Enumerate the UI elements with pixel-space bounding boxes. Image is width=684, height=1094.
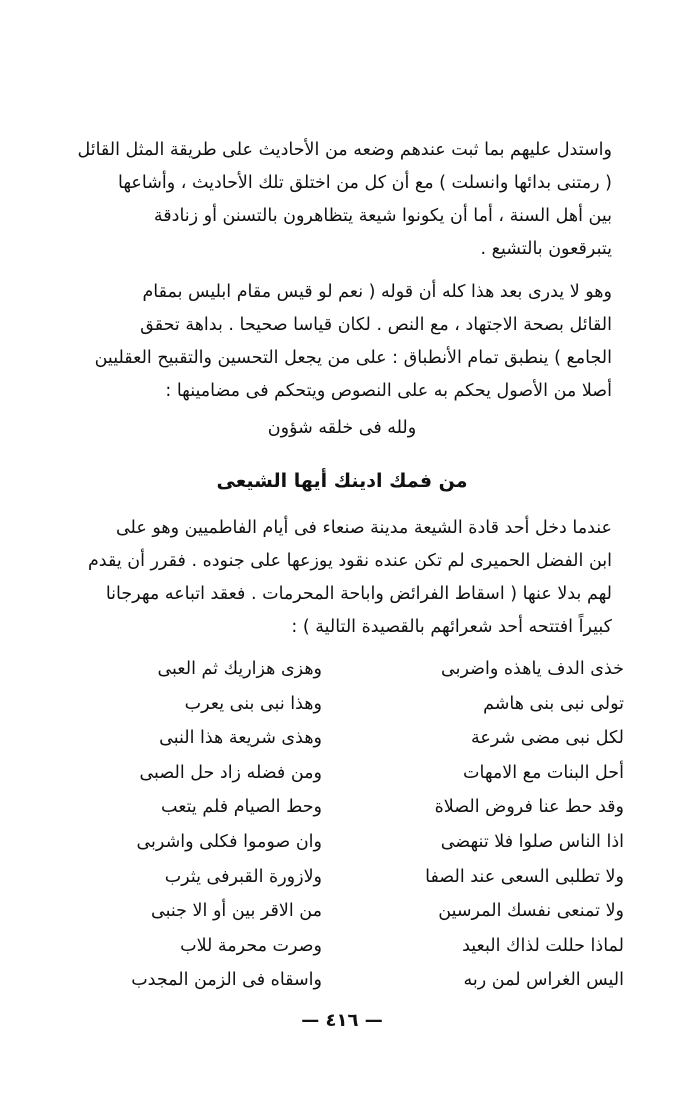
poem-second-hemistich: وهذى شريعة هذا النبى bbox=[159, 728, 322, 749]
poem-first-hemistich: أحل البنات مع الامهات bbox=[463, 762, 624, 783]
saying: ولله فى خلقه شؤون bbox=[267, 418, 417, 438]
paragraph-1-line: واستدل عليهم بما ثبت عندهم وضعه من الأحاديث على طريقة المثل القائل bbox=[77, 140, 612, 160]
poem-verse-row bbox=[60, 721, 624, 756]
poem-verse-row bbox=[60, 790, 624, 825]
poem-first-hemistich: اليس الغراس لمن ربه bbox=[463, 970, 624, 991]
poem-first-hemistich: اذا الناس صلوا فلا تنهضى bbox=[440, 831, 624, 852]
poem-verse-row bbox=[60, 756, 624, 791]
poem-second-hemistich: وان صوموا فكلى واشربى bbox=[136, 831, 322, 852]
paragraph-2-line: الجامع ) ينطبق تمام الأنطباق : على من يجعل التحسين والتقبيح العقليين bbox=[94, 348, 612, 368]
paragraph-1 bbox=[60, 134, 612, 266]
paragraph-1-line: ( رمتنى بدائها وانسلت ) مع أن كل من اختلق تلك الأحاديث ، وأشاعها bbox=[118, 173, 612, 193]
poem-second-hemistich: من الاقر بين أو الا جنبى bbox=[151, 901, 322, 922]
poem-second-hemistich: وهزى هزاريك ثم العبى bbox=[157, 659, 322, 679]
poem-verse-row bbox=[60, 687, 624, 722]
poem-second-hemistich: وحط الصيام فلم يتعب bbox=[161, 797, 322, 818]
poem-first-hemistich: ولا تطلبى السعى عند الصفا bbox=[425, 866, 624, 887]
poem-second-hemistich: وصرت محرمة للاب bbox=[180, 935, 322, 956]
paragraph-3-line: كبيراً افتتحه أحد شعرائهم بالقصيدة التالية ) : bbox=[291, 617, 612, 637]
poem-second-hemistich: وهذا نبى بنى يعرب bbox=[184, 693, 322, 714]
poem-second-hemistich: ومن فضله زاد حل الصبى bbox=[139, 762, 322, 783]
poem-first-hemistich: ولا تمنعى نفسك المرسين bbox=[438, 901, 624, 922]
poem-verse-row bbox=[60, 825, 624, 860]
paragraph-2-line: وهو لا يدرى بعد هذا كله أن قوله ( نعم لو قيس مقام ابليس بمقام bbox=[142, 282, 612, 302]
poem-first-hemistich: خذى الدف ياهذه واضربى bbox=[441, 659, 624, 679]
paragraph-3-line: عندما دخل أحد قادة الشيعة مدينة صنعاء فى أيام الفاطميين وهو على bbox=[115, 518, 612, 538]
poem bbox=[60, 652, 624, 998]
paragraph-1-line: بين أهل السنة ، أما أن يكونوا شيعة يتظاهرون بالتسنن أو زنادقة bbox=[153, 206, 612, 226]
page-number: — ٤١٦ — bbox=[301, 1010, 383, 1031]
poem-first-hemistich: لكل نبى مضى شرعة bbox=[471, 728, 624, 749]
poem-verse-row bbox=[60, 963, 624, 998]
paragraph-1-line: يتبرقعون بالتشيع . bbox=[480, 239, 612, 259]
poem-verse-row bbox=[60, 929, 624, 964]
paragraph-2-line: أصلا من الأصول يحكم به على النصوص ويتحكم فى مضامينها : bbox=[165, 381, 612, 401]
poem-first-hemistich: لماذا حللت لذاك البعيد bbox=[462, 935, 624, 956]
poem-first-hemistich: تولى نبى بنى هاشم bbox=[483, 693, 624, 714]
poem-verse-row bbox=[60, 894, 624, 929]
paragraph-2 bbox=[60, 276, 612, 408]
paragraph-3 bbox=[60, 512, 612, 644]
poem-first-hemistich: وقد حط عنا فروض الصلاة bbox=[434, 797, 624, 818]
poem-verse-row bbox=[60, 860, 624, 895]
paragraph-2-line: القائل بصحة الاجتهاد ، مع النص . لكان قياسا صحيحا . بداهة تحقق bbox=[140, 315, 612, 335]
poem-verse-row bbox=[60, 652, 624, 687]
paragraph-3-line: لهم بدلا عنها ( اسقاط الفرائض واباحة المحرمات . فعقد اتباعه مهرجانا bbox=[105, 584, 612, 604]
section-heading: من فمك ادينك أيها الشيعى bbox=[216, 470, 468, 492]
poem-second-hemistich: ولازورة القبرفى يثرب bbox=[164, 866, 322, 887]
paragraph-3-line: ابن الفضل الحميرى لم تكن عنده نقود يوزعها على جنوده . فقرر أن يقدم bbox=[87, 551, 612, 571]
poem-second-hemistich: واسقاه فى الزمن المجدب bbox=[131, 970, 322, 991]
